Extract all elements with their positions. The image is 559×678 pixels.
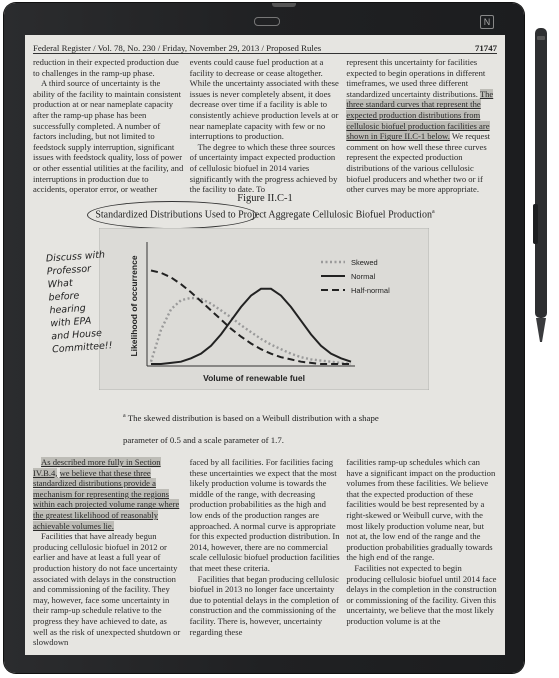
highlighted-text[interactable]: As described more fully in Section IV.B.4, <box>33 457 161 478</box>
nfc-icon: N <box>480 15 494 29</box>
top-column-3 <box>346 57 497 195</box>
handdrawn-circle-annotation <box>87 201 257 229</box>
highlighted-text[interactable]: The three standard curves that represent the expected production distributions from cellulosic biofuel production facilities are shown in Figure II.C-1 below. <box>346 88 494 142</box>
document-screen[interactable] <box>25 35 505 655</box>
bottom-column-1 <box>33 457 184 648</box>
note-line: with EPA <box>50 315 92 330</box>
legend-label: Half-normal <box>351 286 390 295</box>
pen-body <box>535 28 547 318</box>
top-column-1 <box>33 57 184 195</box>
page-number: 71747 <box>475 43 497 53</box>
figure-title-sup: a <box>431 209 435 215</box>
pen-clip <box>533 204 538 244</box>
paragraph: Facilities that began producing cellulosic biofuel in 2013 no longer face uncertainty due to potential delays in the completion of construction and the commissioning of the facility. There is, however, uncertainty regarding these <box>189 573 339 637</box>
paragraph: faced by all facilities. For facilities facing these uncertainties we expect that the most likely production volume is towards the middle of the range, with decreasing production probabilities as the high and low ends of the production ranges are approached. A normal curve is appropriate for this expected production distribution. In 2014, however, there are no commercial scale cellulosic biofuel production facilities that meet these criteria. <box>189 457 340 573</box>
bottom-text-columns <box>33 457 497 648</box>
paragraph <box>33 457 184 531</box>
figure-title-circled: Standardized Distributions <box>95 209 203 221</box>
paragraph-text: represent this uncertainty for facilities expected to begin operations in different timeframes, we used three different standardized uncertainty distributions. <box>346 57 486 99</box>
page-header <box>33 39 497 54</box>
footnote-text: The skewed distribution is based on a Weibull distribution with a shape <box>127 413 379 423</box>
header-title: Federal Register / Vol. 78, No. 230 / Friday, November 29, 2013 / Proposed Rules <box>33 43 322 53</box>
note-line: and House <box>50 327 103 343</box>
stylus-pen[interactable] <box>527 22 555 352</box>
note-line: Professor What <box>46 263 92 291</box>
distribution-chart <box>99 228 429 390</box>
bottom-column-3 <box>346 457 497 648</box>
paragraph: The degree to which these three sources of uncertainty impact expected production of cellulosic biofuel in 2014 varies significantly with the progress achieved by the facility to date. To <box>189 141 338 195</box>
legend-label: Normal <box>351 272 376 281</box>
paragraph: events could cause fuel production at a facility to decrease or cease altogether. While the uncertainty associated with these issues is never completely absent, it does decrease over time if a facility is able to consistently achieve production levels at or near nameplate capacity with few or no interruptions to production. <box>189 57 339 142</box>
footnote-line-1 <box>123 413 379 423</box>
note-line: before hearing <box>48 290 87 317</box>
x-axis-label: Volume of renewable fuel <box>203 373 305 383</box>
bottom-column-2 <box>190 457 341 648</box>
paragraph <box>346 57 497 195</box>
legend-label: Skewed <box>351 258 378 267</box>
note-line: Discuss with <box>45 249 106 265</box>
paragraph: A third source of uncertainty is the ability of the facility to maintain consistent production at or near nameplate capacity after the ramp-up phase has been successfully completed. A number of factors including, but not limited to feedstock supply interruption, significant issues with feedstock quality, loss of power or other essential utilities at the facility, and interruptions in production due to accidents, operator error, or weather <box>33 78 184 195</box>
paragraph-text: We request comment on how well these three curves represent the expected production distributions of the various cellulosic biofuel producers and whether two or if other curves may be more appropriate. <box>346 131 491 195</box>
paragraph: reduction in their expected production due to challenges in the ramp-up phase. <box>33 57 179 78</box>
pen-tip <box>536 318 546 342</box>
highlighted-text[interactable]: we believe that these three standardized distributions provide a mechanism for representing the regions within each projected volume range where the greatest likelihood of reasonably achievable volumes lie. <box>33 467 180 531</box>
paragraph: Facilities not expected to begin producing cellulosic biofuel until 2014 face delays in the completion in the construction or commissioning of the facility. Given this uncertainty, we believe that the most likely production volume is at the <box>346 562 497 626</box>
figure-title-rest: Used to Project Aggregate Cellulosic Biofuel Production <box>204 209 432 221</box>
pen-cap-band <box>537 36 545 40</box>
device-top-slot <box>272 3 296 7</box>
footnote-sup: a <box>123 413 126 420</box>
top-text-columns <box>33 57 497 195</box>
footnote-line-2: parameter of 0.5 and a scale parameter of 1.7. <box>123 435 284 445</box>
home-button[interactable] <box>254 17 280 26</box>
y-axis-label: Likelihood of occurrence <box>129 255 139 357</box>
note-line: Committee!! <box>51 340 113 356</box>
e-reader-device <box>4 3 524 673</box>
figure-caption: Figure II.C-1 <box>237 193 293 204</box>
handwritten-note <box>45 248 122 357</box>
top-column-2 <box>190 57 341 195</box>
paragraph: facilities ramp-up schedules which can have a significant impact on the production volumes from these facilities. We believe that the expected production of these facilities would be best represented by a right-skewed or Weibull curve, with the most likely production volume near, but not at, the low end of the range and the production probabilities gradually towards the high end of the range. <box>346 457 496 563</box>
paragraph: Facilities that have already begun producing cellulosic biofuel in 2012 or earlier and have at least a full year of production history do not face uncertainty associated with delays in the construction and commissioning of the facility. They may, however, face some uncertainty in their ramp-up schedule relative to the progress they have achieved to date, as well as the risk of unexpected shutdown or slowdown <box>33 531 181 648</box>
